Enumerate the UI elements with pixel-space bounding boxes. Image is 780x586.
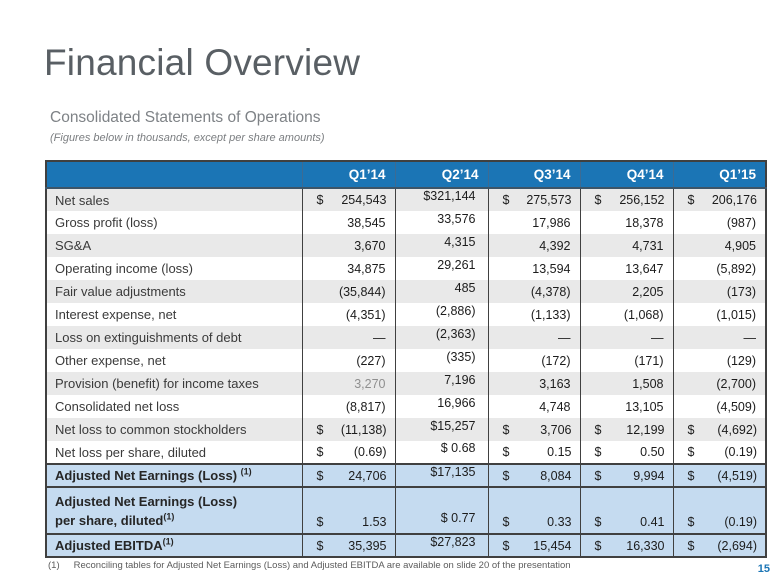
value-cell: $ (2,694) — [673, 534, 766, 557]
row-label: Gross profit (loss) — [46, 211, 302, 234]
value-cell: 17,986 — [488, 211, 580, 234]
value-cell: (129) — [673, 349, 766, 372]
value-cell: $ (4,519) — [673, 464, 766, 487]
value-cell: (4,351) — [302, 303, 395, 326]
table-row — [46, 395, 766, 418]
value-cell: (8,817) — [302, 395, 395, 418]
footnote-text: Reconciling tables for Adjusted Net Earnings (Loss) and Adjusted EBITDA are available on slide 20 of the presentation — [73, 560, 571, 571]
row-label: Adjusted EBITDA$^{(1)}$ — [46, 534, 302, 557]
row-label: Interest expense, net — [46, 303, 302, 326]
value-cell: (171) — [580, 349, 673, 372]
value-cell: $ 35,395 — [302, 534, 395, 557]
value-cell: 1,508 — [580, 372, 673, 395]
value-cell: $ (4,692) — [673, 418, 766, 441]
row-label: Adjusted Net Earnings (Loss) $^{(1)}$ — [46, 464, 302, 487]
table-row — [46, 487, 766, 534]
row-label: Loss on extinguishments of debt — [46, 326, 302, 349]
row-label: Other expense, net — [46, 349, 302, 372]
value-cell: (2,363) — [395, 326, 488, 349]
value-cell: (1,015) — [673, 303, 766, 326]
value-cell: $27,823 — [395, 534, 488, 557]
value-cell: 4,905 — [673, 234, 766, 257]
value-cell: (1,068) — [580, 303, 673, 326]
value-cell: $ (0.69) — [302, 441, 395, 464]
section-heading: Consolidated Statements of Operations — [50, 109, 321, 126]
value-cell: (227) — [302, 349, 395, 372]
value-cell: $ 0.50 — [580, 441, 673, 464]
value-cell: 4,748 — [488, 395, 580, 418]
value-cell: $ (0.19) — [673, 487, 766, 534]
value-cell: $ 3,706 — [488, 418, 580, 441]
value-cell: 3,270 — [302, 372, 395, 395]
value-cell: 3,163 — [488, 372, 580, 395]
header-corner-cell — [46, 161, 302, 188]
page-title: Financial Overview — [44, 42, 361, 83]
value-cell: $ 275,573 — [488, 188, 580, 211]
column-header-q3-14: Q3’14 — [488, 161, 580, 188]
table-row — [46, 418, 766, 441]
table-row — [46, 534, 766, 557]
column-header-q1-15: Q1’15 — [673, 161, 766, 188]
column-header-q1-14: Q1’14 — [302, 161, 395, 188]
value-cell: $ 12,199 — [580, 418, 673, 441]
value-cell: $ 0.41 — [580, 487, 673, 534]
footnote-reference: (1) — [163, 511, 175, 522]
value-cell: $ 15,454 — [488, 534, 580, 557]
value-cell: 13,105 — [580, 395, 673, 418]
value-cell: $ (11,138) — [302, 418, 395, 441]
value-cell: — — [673, 326, 766, 349]
table-row — [46, 441, 766, 464]
value-cell: (2,886) — [395, 303, 488, 326]
table-row — [46, 257, 766, 280]
footnote-reference: (1) — [240, 466, 252, 477]
table-row — [46, 349, 766, 372]
value-cell: (35,844) — [302, 280, 395, 303]
financial-table — [45, 160, 767, 558]
value-cell: $ 16,330 — [580, 534, 673, 557]
table-row — [46, 464, 766, 487]
value-cell: 485 — [395, 280, 488, 303]
value-cell: 3,670 — [302, 234, 395, 257]
row-label: Consolidated net loss — [46, 395, 302, 418]
column-header-q4-14: Q4’14 — [580, 161, 673, 188]
value-cell: (2,700) — [673, 372, 766, 395]
value-cell: (173) — [673, 280, 766, 303]
value-cell: $ 206,176 — [673, 188, 766, 211]
value-cell: 18,378 — [580, 211, 673, 234]
section-note: (Figures below in thousands, except per share amounts) — [50, 132, 325, 144]
value-cell: (5,892) — [673, 257, 766, 280]
row-label: Fair value adjustments — [46, 280, 302, 303]
value-cell: 13,594 — [488, 257, 580, 280]
table-row — [46, 280, 766, 303]
footnote-marker: (1) — [48, 560, 60, 571]
table-row — [46, 303, 766, 326]
value-cell: $ 0.15 — [488, 441, 580, 464]
value-cell: $15,257 — [395, 418, 488, 441]
footnote-reference: (1) — [162, 536, 174, 547]
value-cell: (987) — [673, 211, 766, 234]
row-label: SG&A — [46, 234, 302, 257]
value-cell: 38,545 — [302, 211, 395, 234]
value-cell: $ 1.53 — [302, 487, 395, 534]
value-cell: 33,576 — [395, 211, 488, 234]
table-body — [46, 188, 766, 557]
value-cell: 4,392 — [488, 234, 580, 257]
value-cell: $ 254,543 — [302, 188, 395, 211]
table-row — [46, 326, 766, 349]
value-cell: — — [488, 326, 580, 349]
value-cell: $ 8,084 — [488, 464, 580, 487]
value-cell: $17,135 — [395, 464, 488, 487]
value-cell: — — [302, 326, 395, 349]
value-cell: 29,261 — [395, 257, 488, 280]
value-cell: 13,647 — [580, 257, 673, 280]
value-cell: (4,509) — [673, 395, 766, 418]
row-label: Operating income (loss) — [46, 257, 302, 280]
value-cell: (172) — [488, 349, 580, 372]
value-cell: $ 9,994 — [580, 464, 673, 487]
row-label: Net sales — [46, 188, 302, 211]
value-cell: — — [580, 326, 673, 349]
row-label: Provision (benefit) for income taxes — [46, 372, 302, 395]
table-row — [46, 372, 766, 395]
table-row — [46, 188, 766, 211]
value-cell: $ (0.19) — [673, 441, 766, 464]
value-cell: (4,378) — [488, 280, 580, 303]
value-cell: $ 24,706 — [302, 464, 395, 487]
table-row — [46, 234, 766, 257]
row-label: Net loss to common stockholders — [46, 418, 302, 441]
value-cell: $ 0.77 — [395, 487, 488, 534]
footnote — [48, 560, 571, 571]
value-cell: (1,133) — [488, 303, 580, 326]
value-cell: (335) — [395, 349, 488, 372]
row-label: Net loss per share, diluted — [46, 441, 302, 464]
column-header-q2-14: Q2’14 — [395, 161, 488, 188]
value-cell: $ 0.33 — [488, 487, 580, 534]
value-cell: 34,875 — [302, 257, 395, 280]
value-cell: $ 0.68 — [395, 441, 488, 464]
value-cell: 4,315 — [395, 234, 488, 257]
value-cell: 4,731 — [580, 234, 673, 257]
row-label: Adjusted Net Earnings (Loss) per share, diluted$^{(1)}$ — [46, 487, 302, 534]
value-cell: 7,196 — [395, 372, 488, 395]
table-header-row — [46, 161, 766, 188]
value-cell: $321,144 — [395, 188, 488, 211]
value-cell: $ 256,152 — [580, 188, 673, 211]
page-number: 15 — [757, 563, 770, 575]
table-row — [46, 211, 766, 234]
value-cell: 16,966 — [395, 395, 488, 418]
value-cell: 2,205 — [580, 280, 673, 303]
